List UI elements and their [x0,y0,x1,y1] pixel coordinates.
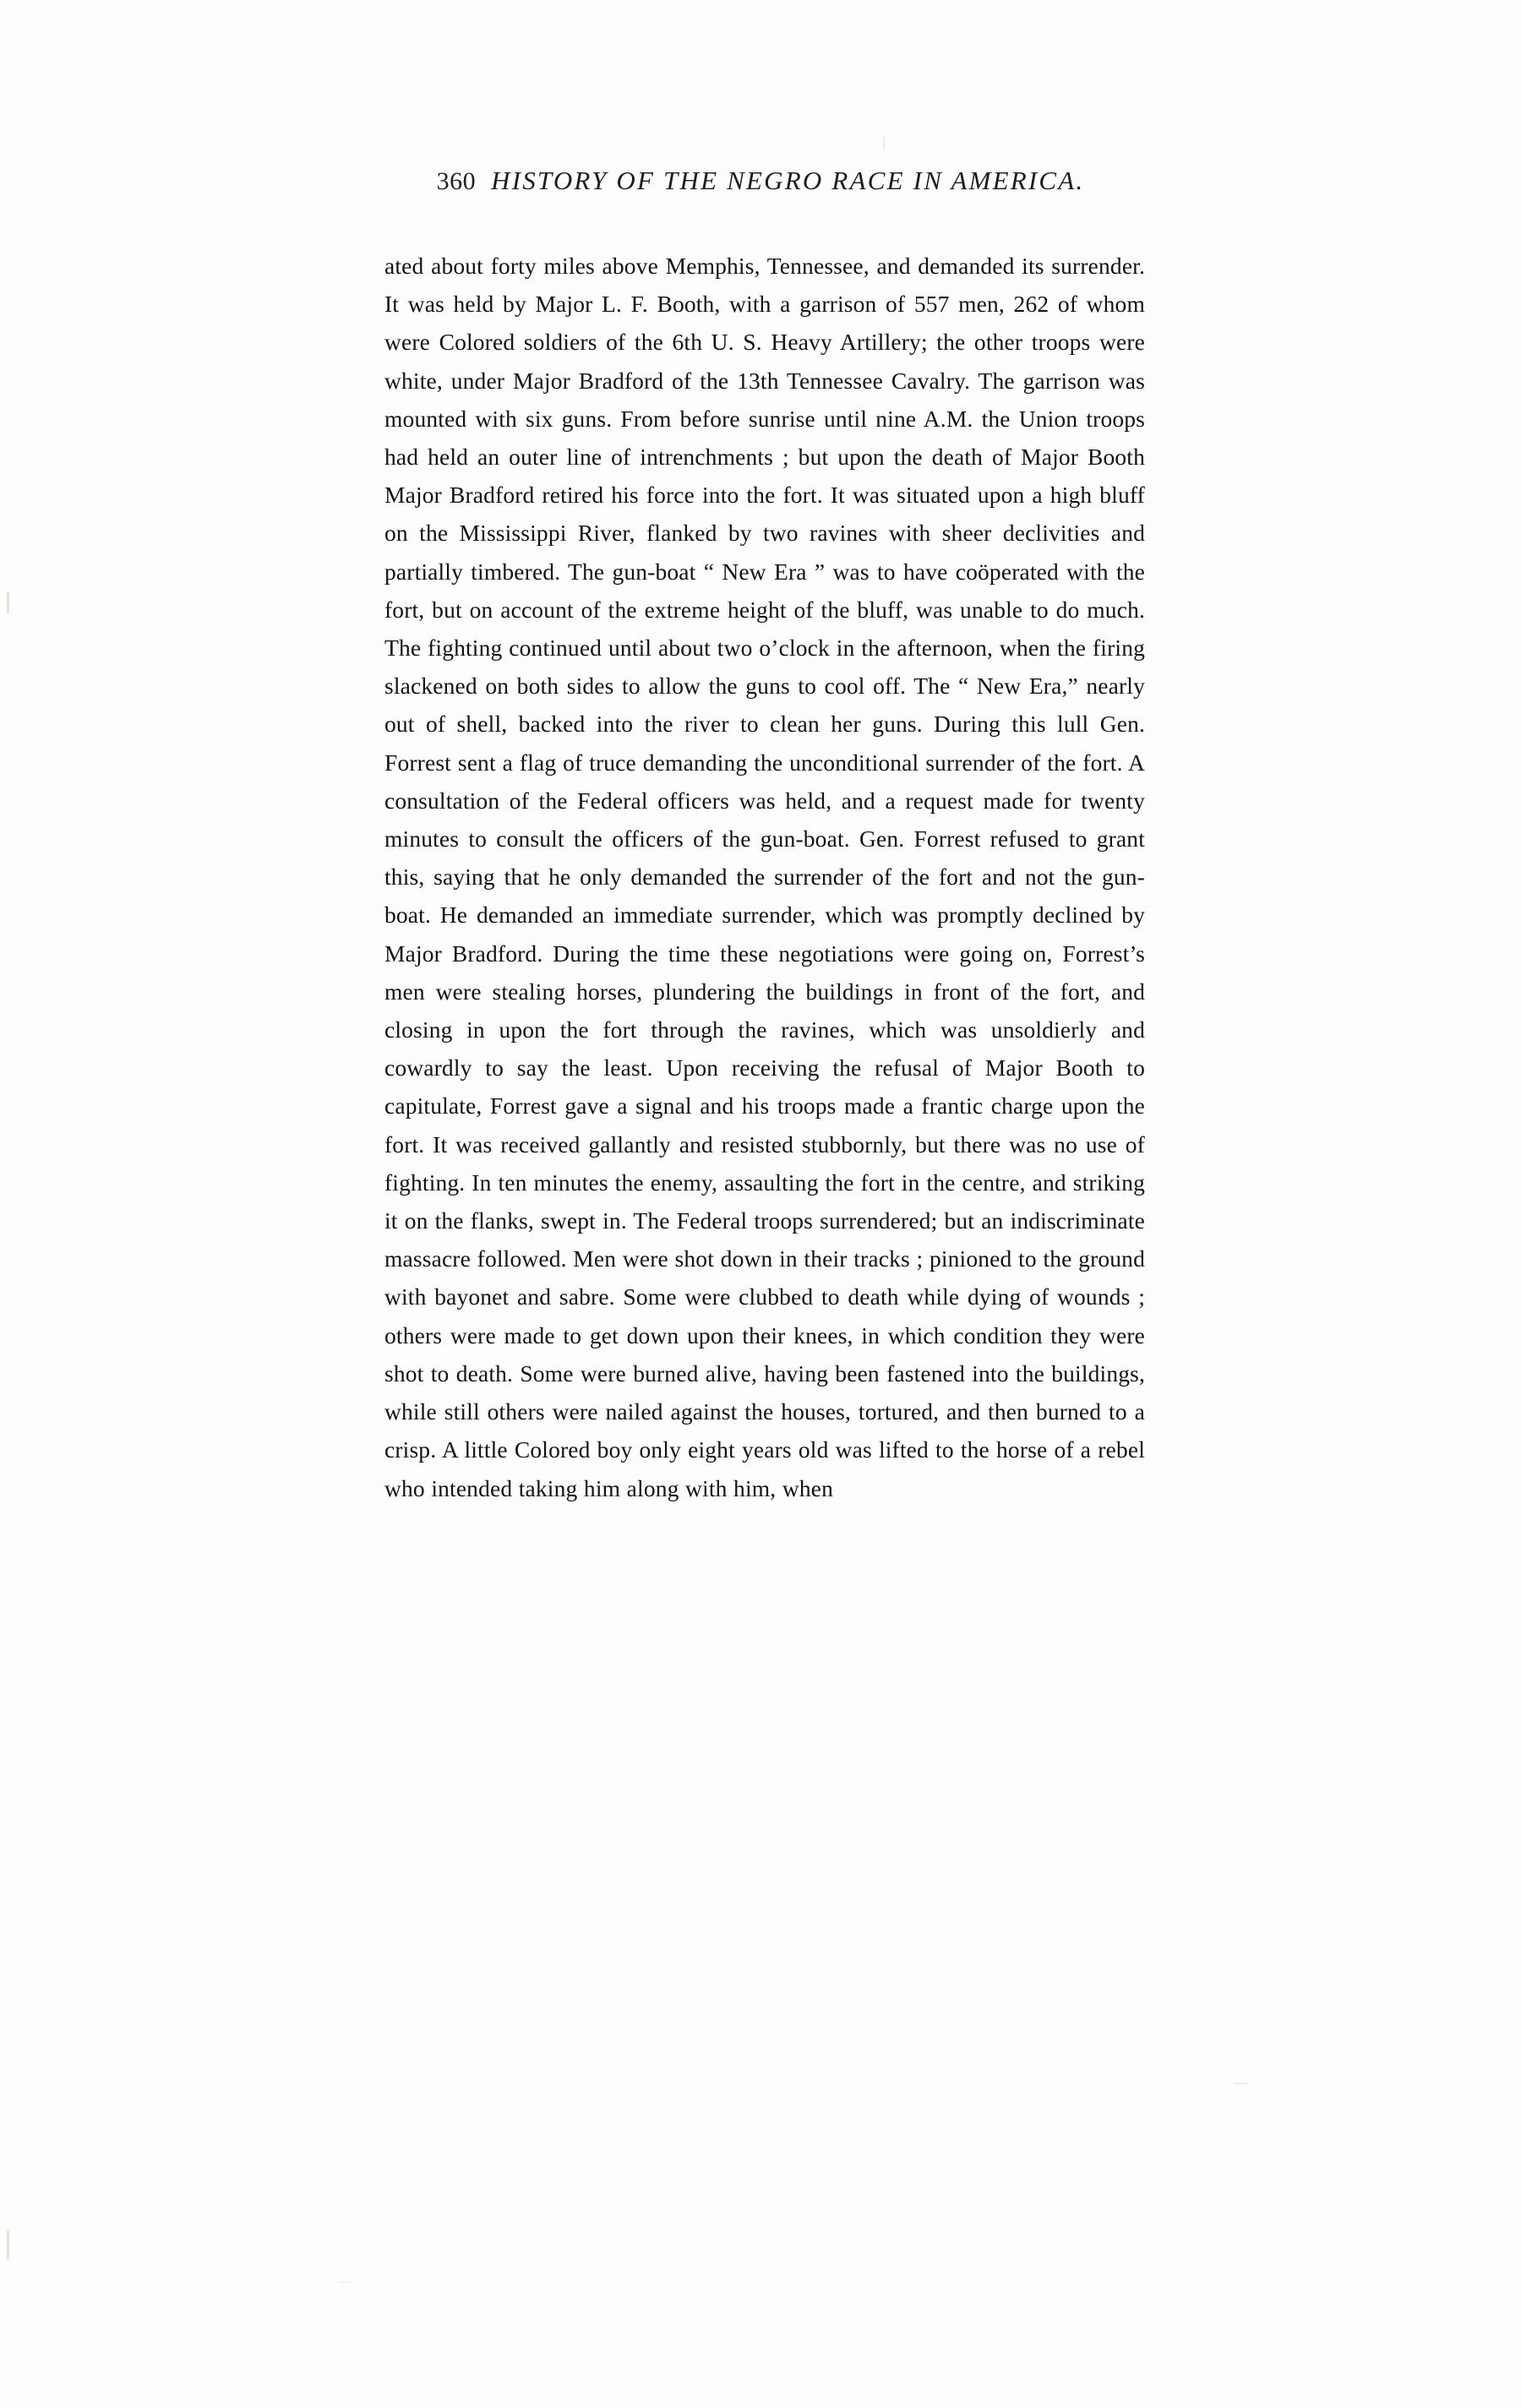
scan-artifact [7,2231,9,2259]
scan-artifact [1234,2083,1249,2084]
scan-artifact [883,135,885,150]
body-paragraph: ated about forty miles above Memphis, Tennessee, and demanded its surrender. It was held by Major L. F. Booth, with a garrison of 557 men, 262 of whom were Colored soldiers of the 6th U. S. Heavy Artillery; the other troops were white, under Major Bradford of the 13th Tennessee Cavalry. The garrison was mounted with six guns. From before sunrise until nine A.M. the Union troops had held an outer line of intrenchments ; but upon the death of Major Booth Major Bradford retired his force into the fort. It was situated upon a high bluff on the Mississippi River, flanked by two ravines with sheer declivities and partially timbered. The gun-boat “ New Era ” was to have coöperated with the fort, but on account of the extreme height of the bluff, was unable to do much. The fighting continued until about two o’clock in the afternoon, when the firing slackened on both sides to allow the guns to cool off. The “ New Era,” nearly out of shell, backed into the river to clean her guns. During this lull Gen. Forrest sent a flag of truce demanding the unconditional surrender of the fort. A consultation of the Federal officers was held, and a request made for twenty minutes to consult the officers of the gun-boat. Gen. Forrest refused to grant this, saying that he only demanded the surrender of the fort and not the gun-boat. He demanded an immediate surrender, which was promptly declined by Major Bradford. During the time these negotiations were going on, Forrest’s men were stealing horses, plundering the buildings in front of the fort, and closing in upon the fort through the ravines, which was unsoldierly and cowardly to say the least. Upon receiving the refusal of Major Booth to capitulate, Forrest gave a signal and his troops made a frantic charge upon the fort. It was received gallantly and resisted stubbornly, but there was no use of fighting. In ten minutes the enemy, assaulting the fort in the centre, and striking it on the flanks, swept in. The Federal troops surrendered; but an indiscriminate massacre followed. Men were shot down in their tracks ; pinioned to the ground with bayonet and sabre. Some were clubbed to death while dying of wounds ; others were made to get down upon their knees, in which condition they were shot to death. Some were burned alive, having been fastened into the buildings, while still others were nailed against the houses, tortured, and then burned to a crisp. A little Colored boy only eight years old was lifted to the horse of a rebel who intended taking him along with him, when [384,253,1145,1501]
page-header [0,166,1521,196]
running-title: HISTORY OF THE NEGRO RACE IN AMERICA. [491,166,1085,195]
page-number: 360 [436,167,477,195]
scan-artifact [338,2281,352,2283]
body-text-block [384,247,1145,1507]
scan-artifact [7,591,9,613]
